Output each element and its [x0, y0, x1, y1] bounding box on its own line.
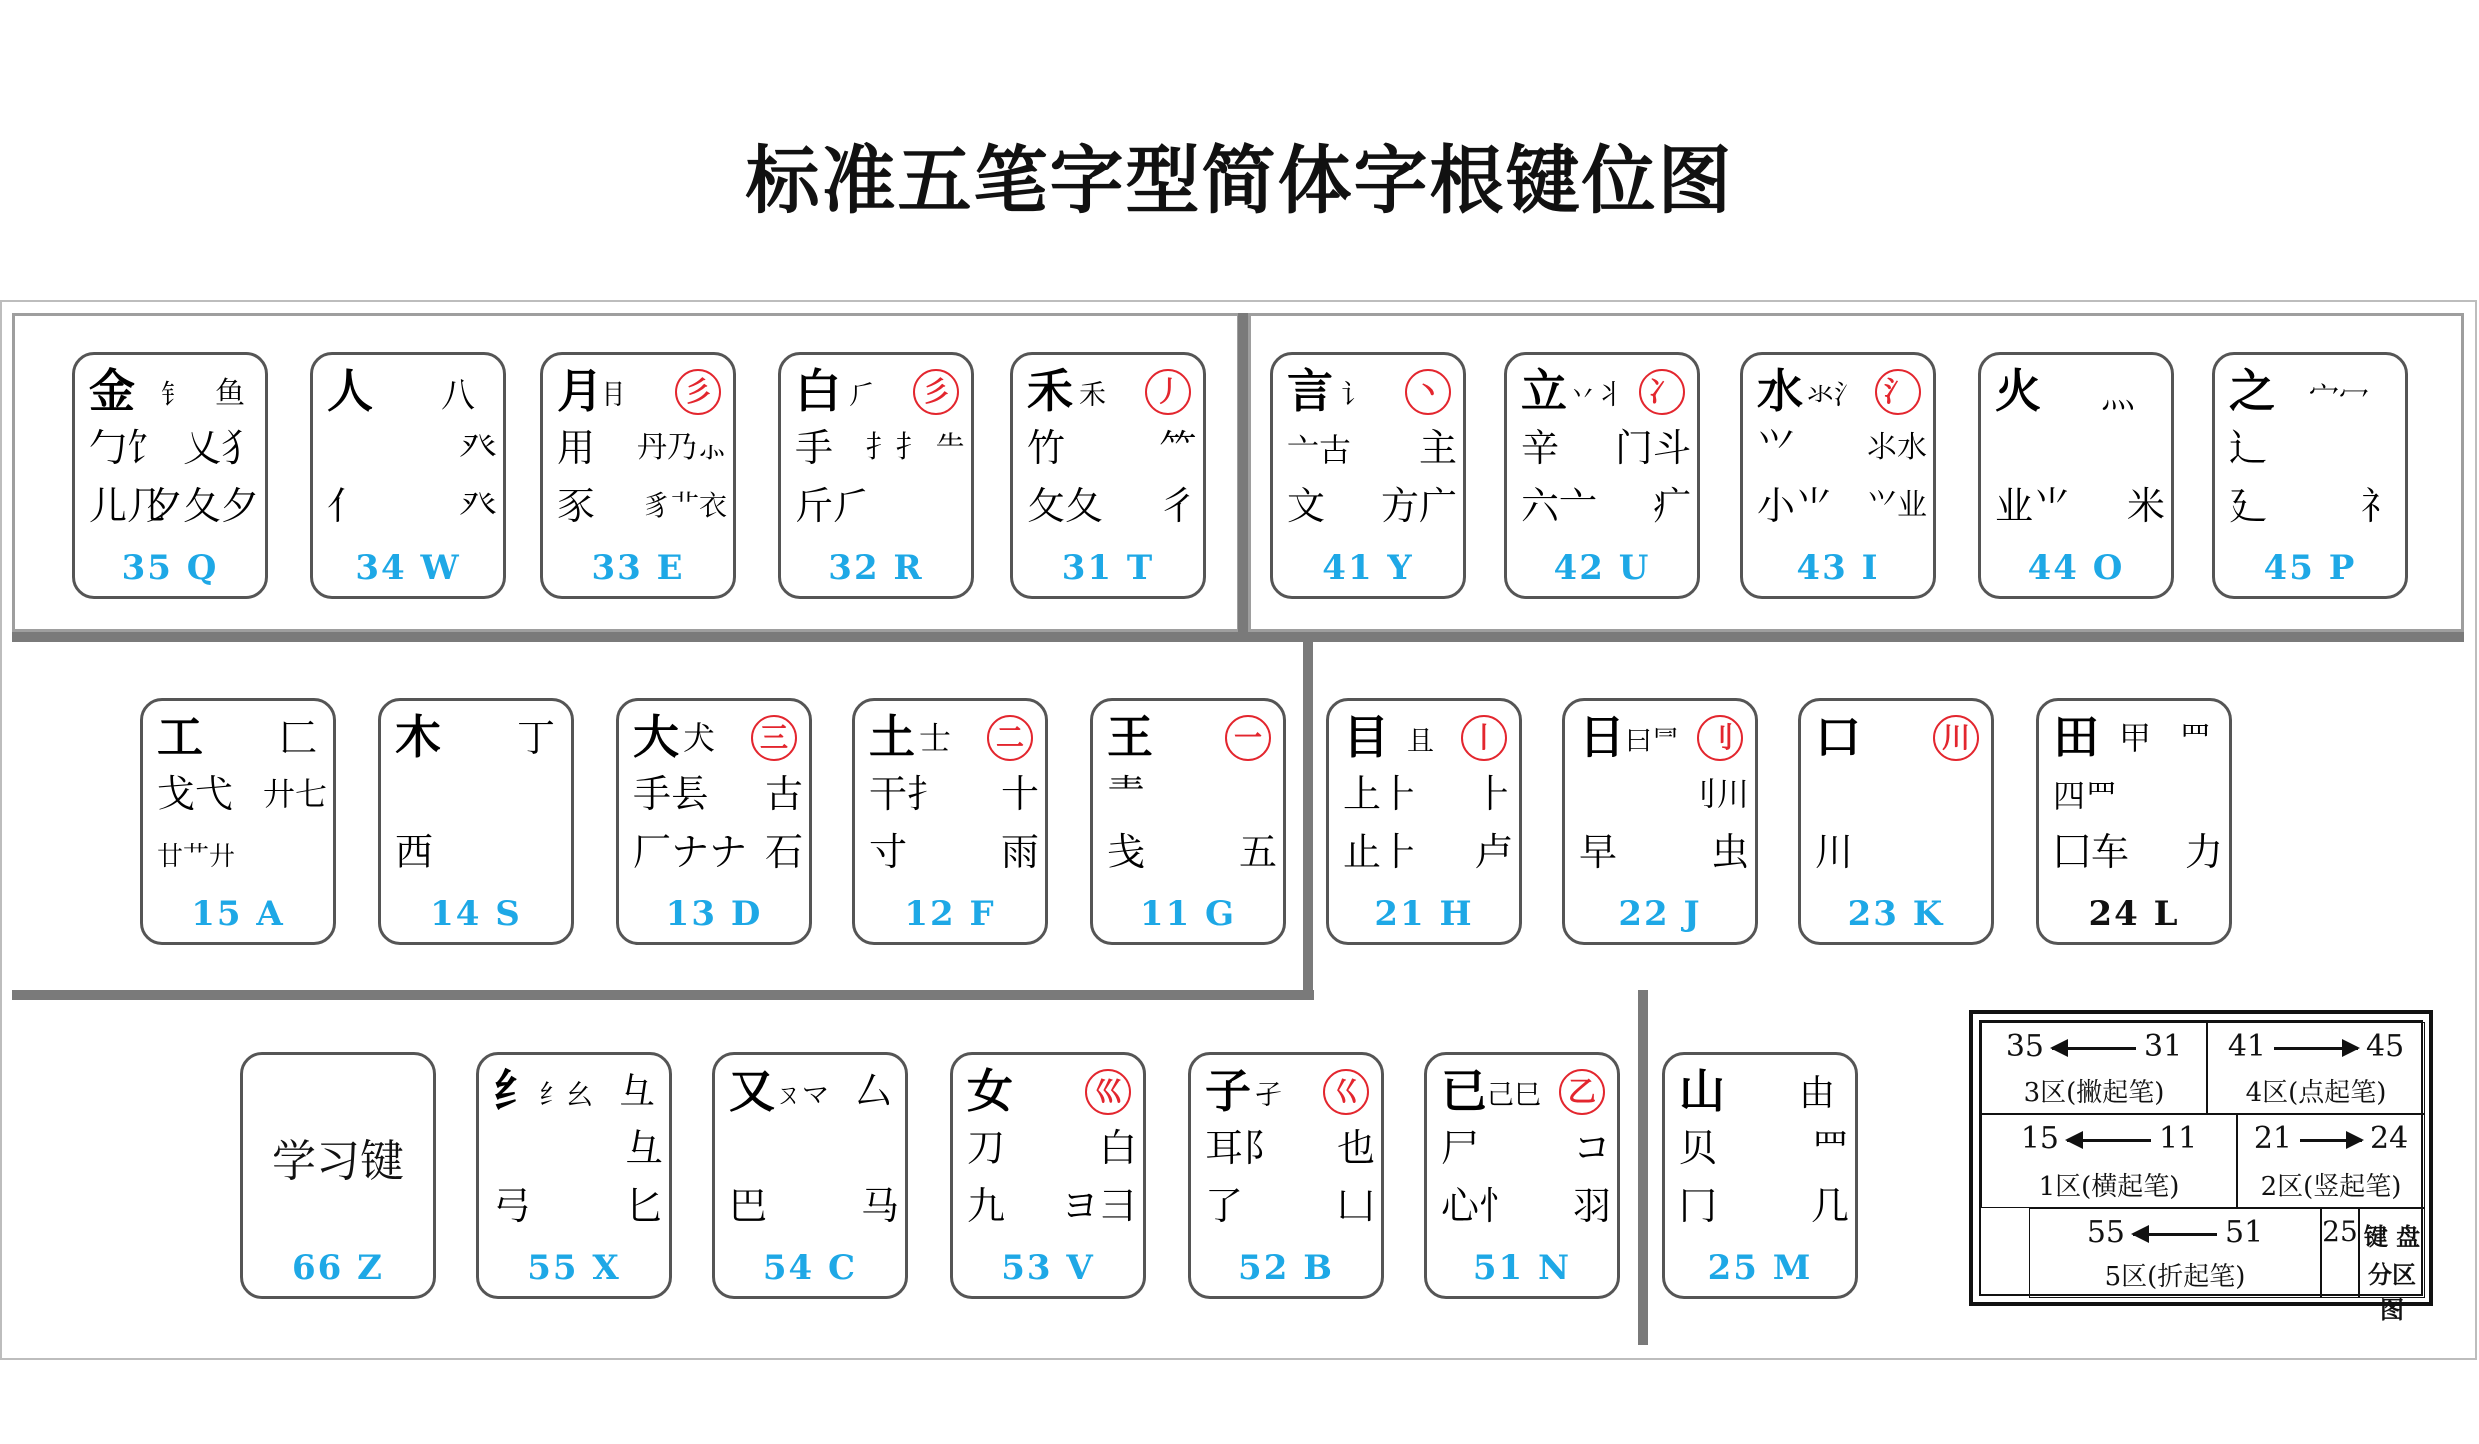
key-aux-root: ㄡマ [775, 1080, 829, 1111]
stroke-badge: 巜 [1323, 1069, 1369, 1115]
key-w[interactable] [310, 352, 506, 599]
key-root-r1-left: 刀 [967, 1126, 1006, 1170]
key-root-r1-right: 古 [764, 772, 803, 816]
key-root-r1-left: 辶 [2229, 426, 2268, 470]
key-root-r1-left: ⺍ [1757, 426, 1796, 470]
key-root-r2-left: 囗车 [2053, 830, 2130, 874]
key-main-root: 言 [1287, 364, 1333, 418]
key-aux-root: 匚 [279, 716, 318, 760]
key-root-r2-left: 斤⺁ [795, 484, 872, 528]
key-root-r2-left: 心忄 [1441, 1184, 1518, 1228]
stroke-badge: 一 [1225, 715, 1271, 761]
key-main-root: 立 [1521, 364, 1567, 418]
key-aux-root: 灬 [2101, 376, 2135, 416]
key-main-root: 水 [1757, 364, 1803, 418]
key-main-root: 金 [89, 364, 135, 418]
zone-3-from: 35 [2005, 1029, 2044, 1064]
arrow-right-icon [2274, 1047, 2358, 1050]
key-main-root: 又 [729, 1064, 775, 1118]
key-root-r2-left: 川 [1815, 830, 1854, 874]
zone-1-label: 1区(横起笔) [2038, 1172, 2180, 1202]
key-y[interactable] [1270, 352, 1466, 599]
key-root-r2-right: 凵 [1336, 1184, 1375, 1228]
key-code: 53 V [1001, 1248, 1095, 1288]
key-root-r2-left: 儿几 [89, 484, 166, 528]
key-aux-root: ⺁ [849, 380, 876, 411]
key-aux-root: 由 [1799, 1073, 1836, 1114]
key-root-r1-right: 刂川 [1684, 775, 1749, 813]
key-aux-root: 钅 [161, 380, 188, 411]
key-root-r2-left: 业⺌ [1995, 484, 2072, 528]
key-root-r2-right: 癶 [458, 484, 497, 528]
key-aux-root: 八 [441, 376, 475, 416]
key-main-root: 火 [1995, 364, 2041, 418]
key-m[interactable] [1662, 1052, 1858, 1299]
key-code: 32 R [828, 548, 924, 588]
stroke-badge: 丨 [1461, 715, 1507, 761]
key-main-root: 人 [327, 364, 373, 418]
key-root-r2-left: 弓 [493, 1184, 532, 1228]
key-main-root: 大 [633, 710, 679, 764]
key-main-root: 土 [869, 710, 915, 764]
zone-3-label: 3区(撇起笔) [2023, 1078, 2165, 1108]
divider-horizontal-2 [12, 990, 1314, 1000]
key-main-root: 口 [1815, 710, 1861, 764]
zone-2-cell [2237, 1114, 2425, 1208]
key-root-r2-left: 九 [967, 1184, 1006, 1228]
key-main-root: 女 [967, 1064, 1013, 1118]
key-v[interactable] [950, 1052, 1146, 1299]
zone-4-cell [2207, 1022, 2425, 1114]
key-root-r2-right: 匕 [624, 1184, 663, 1228]
key-code: 52 B [1238, 1248, 1334, 1288]
key-code: 66 Z [292, 1248, 384, 1288]
key-code: 11 G [1139, 894, 1237, 934]
key-code: 23 K [1847, 894, 1945, 934]
key-p[interactable] [2212, 352, 2408, 599]
stroke-badge: 氵 [1875, 369, 1921, 415]
key-g[interactable] [1090, 698, 1286, 945]
key-root-r2-left: 廴 [2229, 484, 2268, 528]
key-root-r2-right: 米 [2126, 484, 2165, 528]
zone-2-from: 21 [2253, 1121, 2292, 1156]
key-root-r1-left: 辛 [1521, 426, 1560, 470]
key-root-r1-left: 尸 [1441, 1126, 1480, 1170]
key-root-r2-left: 巴 [729, 1184, 768, 1228]
zone-legend-line1: 键 盘 [2363, 1223, 2421, 1251]
stroke-badge: 冫 [1639, 369, 1685, 415]
key-root-r2-right: 卢 [1474, 830, 1513, 874]
key-root-r2-right: 石 [764, 830, 803, 874]
key-e[interactable] [540, 352, 736, 599]
key-code: 44 O [2027, 548, 2125, 588]
key-root-r1-right: 丹乃⺗ [637, 430, 727, 465]
zone-2-to: 24 [2370, 1121, 2409, 1156]
key-root-r2-left: 冂 [1679, 1184, 1718, 1228]
zone-4-from: 41 [2227, 1029, 2266, 1064]
arrow-left-icon [2133, 1233, 2217, 1236]
key-aux-root: 彑 [619, 1071, 656, 1112]
key-f[interactable] [852, 698, 1048, 945]
zone-1-from: 15 [2020, 1121, 2059, 1156]
key-i[interactable] [1740, 352, 1936, 599]
zone-3-to: 31 [2144, 1029, 2183, 1064]
key-root-r1-right: ⺮ [1158, 426, 1197, 470]
arrow-right-icon [2300, 1139, 2362, 1142]
key-root-r2-left: 戋 [1107, 830, 1146, 874]
key-root-r2-left: 早 [1579, 830, 1618, 874]
key-root-r1-right: 十 [1000, 772, 1039, 816]
key-x[interactable] [476, 1052, 672, 1299]
key-code: 14 S [430, 894, 522, 934]
divider-vertical-top [1238, 313, 1248, 633]
key-root-r2-left: 亻 [327, 484, 366, 528]
key-z[interactable] [240, 1052, 436, 1299]
stroke-badge: 二 [987, 715, 1033, 761]
key-main-root: 工 [157, 710, 203, 764]
learn-key-label: 学习键 [272, 1136, 404, 1187]
zone-1-to: 11 [2159, 1121, 2198, 1156]
key-root-r2-right: 羽 [1572, 1184, 1611, 1228]
key-main-root: 目 [1343, 710, 1389, 764]
zone-5-label: 5区(折起笔) [2104, 1262, 2246, 1292]
stroke-badge: 彡 [675, 369, 721, 415]
zone-4-to: 45 [2366, 1029, 2405, 1064]
stroke-badge: 川 [1933, 715, 1979, 761]
key-root-r2-left: 了 [1205, 1184, 1244, 1228]
arrow-left-icon [2067, 1139, 2151, 1142]
key-main-root: 之 [2229, 364, 2275, 418]
key-code: 42 U [1553, 548, 1651, 588]
key-root-r1-left: 勹饣 [89, 426, 166, 470]
key-aux-root: 且 [1407, 726, 1434, 757]
key-main-root: 田 [2053, 710, 2099, 764]
key-code: 12 F [904, 894, 996, 934]
key-aux-root: ⺝ [603, 380, 630, 411]
zone-25-cell [2321, 1208, 2359, 1298]
key-root-r1-right: 彑 [624, 1126, 663, 1170]
key-main-root: 白 [795, 364, 841, 418]
stroke-badge: 丶 [1405, 369, 1451, 415]
key-o[interactable] [1978, 352, 2174, 599]
zone-3-cell [1981, 1022, 2207, 1114]
divider-horizontal-1 [12, 632, 2464, 642]
key-root-r1-left: 手镸 [633, 772, 710, 816]
key-k[interactable] [1798, 698, 1994, 945]
key-root-r2-right: 彳 [1158, 484, 1197, 528]
key-aux-root: 丷丬 [1569, 380, 1623, 411]
key-root-r2-right: 几 [1810, 1184, 1849, 1228]
divider-vertical-bottom [1638, 990, 1648, 1345]
key-root-r1-right: 也 [1336, 1126, 1375, 1170]
key-main-root: 子 [1205, 1064, 1251, 1118]
key-code: 24 L [2088, 894, 2180, 934]
key-root-r2-left: 止⺊ [1343, 830, 1420, 874]
key-root-r1-right: ⺊ [1474, 772, 1513, 816]
key-aux-root: 犬 [683, 719, 716, 757]
zone-5-cell [2029, 1208, 2321, 1298]
key-root-r2-left: 小⺌ [1757, 484, 1834, 528]
zone-2-label: 2区(竖起笔) [2260, 1172, 2402, 1202]
key-b[interactable] [1188, 1052, 1384, 1299]
key-root-r2-right: 疒 [1652, 484, 1691, 528]
key-root-r1-left: 龶 [1107, 772, 1146, 816]
key-code: 25 M [1707, 1248, 1813, 1288]
key-main-root: 王 [1107, 710, 1153, 764]
key-r[interactable] [778, 352, 974, 599]
key-root-r1-right: 癶 [458, 426, 497, 470]
key-main-root: 月 [557, 364, 603, 418]
key-root-r1-right: 主 [1418, 426, 1457, 470]
key-main-root: 已 [1441, 1064, 1487, 1118]
key-code: 13 D [665, 894, 763, 934]
stroke-badge: 彡 [913, 369, 959, 415]
key-root-r1-right: 门斗 [1614, 426, 1691, 470]
key-j[interactable] [1562, 698, 1758, 945]
zone-5-from: 55 [2086, 1215, 2125, 1250]
key-code: 33 E [591, 548, 685, 588]
key-root-r1-left: 戈弋 [157, 772, 234, 816]
key-main-root: 日 [1579, 710, 1625, 764]
key-root-r1-left: 竹 [1027, 426, 1066, 470]
key-root-r2-right: 马 [860, 1184, 899, 1228]
key-root-r2-left: 厂ナナ [633, 830, 748, 874]
key-root-r1-left: 手 [795, 426, 834, 470]
key-code: 55 X [527, 1248, 621, 1288]
key-root-r2-left: 豕 [557, 484, 596, 528]
key-code: 45 P [2263, 548, 2357, 588]
divider-vertical-mid [1303, 642, 1313, 992]
key-aux-root: 罒 [2179, 719, 2212, 757]
key-aux-root: 厶 [855, 1071, 892, 1112]
key-main-root: 木 [395, 710, 441, 764]
key-root-r2-left: 寸 [869, 830, 908, 874]
key-root-r1-right: 扌⺘ ⺧ [865, 430, 965, 465]
key-aux-root: 禾 [1079, 380, 1106, 411]
key-root-r1-left: 耳阝 [1205, 1126, 1282, 1170]
stroke-badge: 刂 [1697, 715, 1743, 761]
key-code: 34 W [355, 548, 461, 588]
key-root-r2-left: 六亠 [1521, 484, 1598, 528]
key-q[interactable] [72, 352, 268, 599]
key-root-r2-right: 方广 [1380, 484, 1457, 528]
key-code: 31 T [1061, 548, 1155, 588]
arrow-left-icon [2052, 1047, 2136, 1050]
key-root-r1-left: 上⺊ [1343, 772, 1420, 816]
key-l[interactable] [2036, 698, 2232, 945]
key-d[interactable] [616, 698, 812, 945]
key-aux-root: 讠 [1341, 380, 1368, 411]
key-code: 41 Y [1322, 548, 1414, 588]
stroke-badge: 乙 [1559, 1069, 1605, 1115]
key-c[interactable] [712, 1052, 908, 1299]
key-root-r1-left: 用 [557, 426, 596, 470]
key-root-r1-left: 四罒 [2053, 777, 2118, 815]
key-aux-root: 甲 [2119, 719, 2152, 757]
key-root-r2-right: ⺍业 [1867, 488, 1927, 523]
key-root-r1-right: 乂犭 [182, 426, 259, 470]
key-root-r2-right: 力 [2184, 830, 2223, 874]
key-aux-root: 丁 [517, 716, 556, 760]
key-root-r2-right: 五 [1238, 830, 1277, 874]
stroke-badge: 巛 [1085, 1069, 1131, 1115]
key-root-r1-left: 亠古 [1287, 431, 1352, 469]
key-code: 35 Q [121, 548, 219, 588]
key-t[interactable] [1010, 352, 1206, 599]
zone-legend-cell [2359, 1208, 2425, 1324]
keyboard-zone-map [1969, 1010, 2433, 1324]
key-aux-root: 宀冖 [2309, 380, 2369, 415]
key-root-r2-right: 夕夂夕 [144, 484, 259, 528]
zone-25-number: 25 [2322, 1215, 2358, 1248]
key-root-r2-left: 文 [1287, 484, 1326, 528]
key-code: 43 I [1796, 548, 1880, 588]
key-root-r1-right: 廾七 [262, 775, 327, 813]
key-root-r2-right: ヨ彐 [1060, 1184, 1137, 1228]
key-code: 22 J [1618, 894, 1702, 934]
key-root-r2-left: 攵夂 [1027, 484, 1104, 528]
zone-5-to: 51 [2225, 1215, 2264, 1250]
key-h[interactable] [1326, 698, 1522, 945]
key-aux-root: 纟幺 [539, 1080, 593, 1111]
key-main-root: 禾 [1027, 364, 1073, 418]
key-aux-root: 孑 [1255, 1080, 1282, 1111]
key-root-r1-right: ⺢水 [1867, 430, 1927, 465]
key-root-r2-right: 雨 [1000, 830, 1039, 874]
stroke-badge: 丿 [1145, 369, 1191, 415]
key-root-r2-right: 虫 [1710, 830, 1749, 874]
zone-4-label: 4区(点起笔) [2245, 1078, 2387, 1108]
key-root-r1-right: コ [1572, 1126, 1611, 1170]
key-main-root: 纟 [493, 1064, 539, 1118]
key-aux-root: 鱼 [215, 376, 245, 411]
key-root-r2-right: 礻 [2360, 484, 2399, 528]
key-u[interactable] [1504, 352, 1700, 599]
key-root-r1-right: ⺲ [1810, 1126, 1849, 1170]
key-code: 54 C [762, 1248, 858, 1288]
zone-legend-line2: 分区图 [2368, 1261, 2416, 1324]
key-code: 15 A [191, 894, 285, 934]
key-root-r1-left: 干⺘ [869, 772, 946, 816]
key-main-root: 山 [1679, 1064, 1725, 1118]
key-aux-root: 士 [919, 719, 952, 757]
key-root-r2-right: 豸⻀衣 [642, 489, 727, 522]
key-root-r1-right: 白 [1098, 1126, 1137, 1170]
key-s[interactable] [378, 698, 574, 945]
stroke-badge: 三 [751, 715, 797, 761]
key-root-r1-left: 贝 [1679, 1126, 1718, 1170]
key-root-r2-left: 西 [395, 830, 434, 874]
key-code: 21 H [1374, 894, 1474, 934]
key-aux-root: 曰⺜ [1625, 726, 1679, 757]
key-aux-root: 己巳 [1487, 1080, 1541, 1111]
key-aux-root: 氺氵 [1807, 380, 1861, 411]
zone-1-cell [1981, 1114, 2237, 1208]
key-root-r2-left: 廿艹廾 [157, 842, 236, 872]
page-title: 标准五笔字型简体字根键位图 [745, 138, 1734, 224]
key-a[interactable] [140, 698, 336, 945]
key-code: 51 N [1472, 1248, 1572, 1288]
key-n[interactable] [1424, 1052, 1620, 1299]
